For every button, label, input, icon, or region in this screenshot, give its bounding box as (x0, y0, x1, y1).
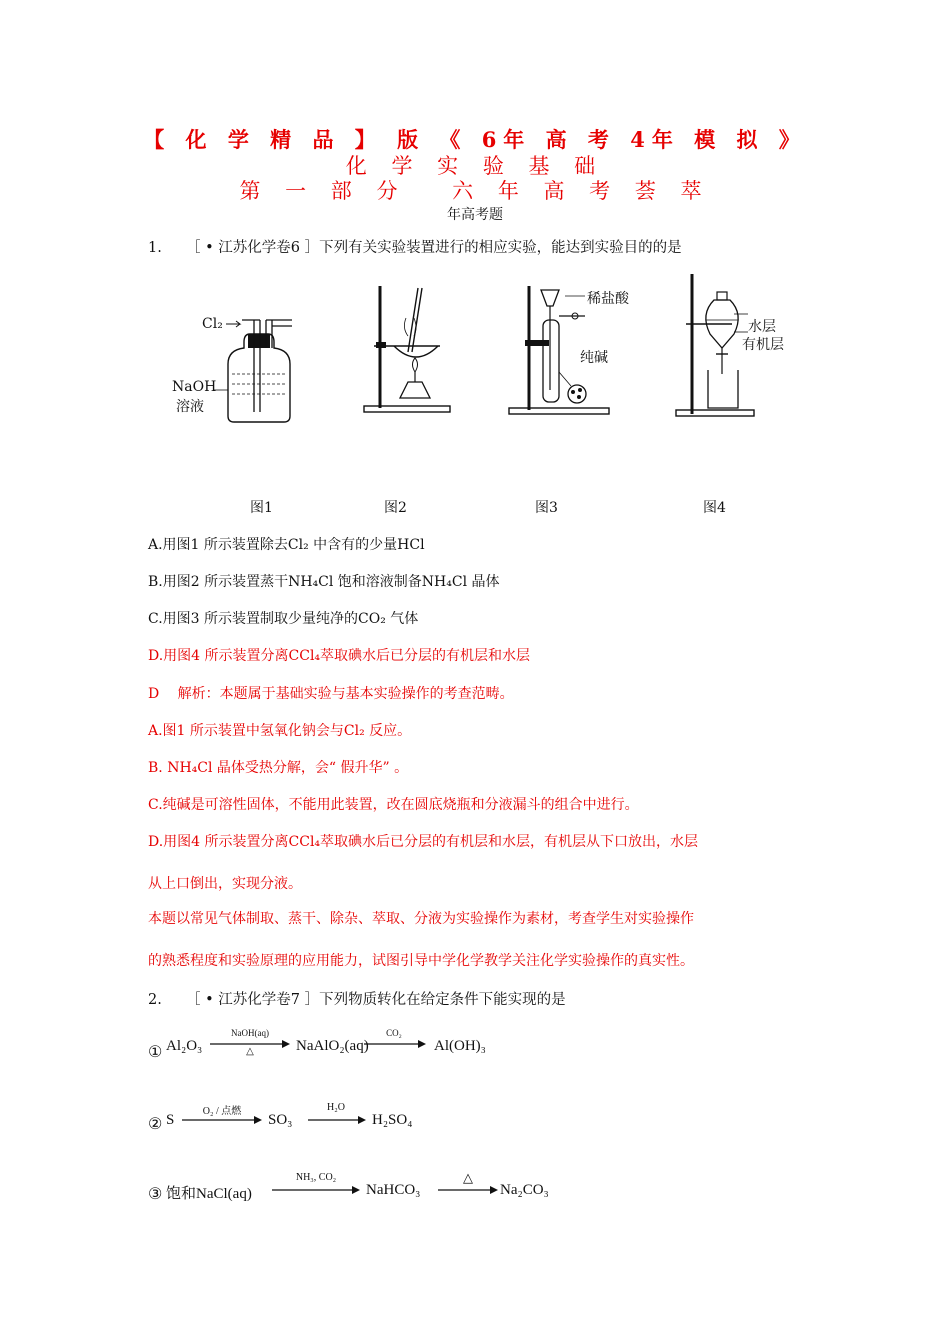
answer-line-2: A.图1 所示装置中氢氧化钠会与Cl₂ 反应。 (148, 723, 412, 739)
reaction-marker: ① (148, 1044, 163, 1061)
reaction-3 (148, 1172, 568, 1212)
product: Na₂CO₃ (500, 1182, 549, 1198)
question-text: ［ • 江苏化学卷6 ］下列有关实验装置进行的相应实验，能达到实验目的的是 (186, 240, 682, 256)
answer-line-7: 本题以常见气体制取、蒸干、除杂、萃取、分液为实验操作为素材，考查学生对实验操作 (148, 911, 694, 927)
answer-line-1: D 解析：本题属于基础实验与基本实验操作的考查范畴。 (148, 686, 514, 702)
question-2-stem (148, 988, 566, 1009)
reaction-arrow (308, 1116, 366, 1124)
condition-bottom: △ (246, 1046, 254, 1057)
fig1-label-cl2: Cl₂ (202, 316, 223, 332)
fig1-label-solution: 溶液 (176, 399, 204, 415)
answer-line-6: 从上口倒出，实现分液。 (148, 876, 302, 892)
reaction-arrow (364, 1040, 426, 1048)
product: H₂SO₄ (372, 1112, 413, 1128)
intermediate: NaHCO₃ (366, 1182, 421, 1198)
condition-top: H₂O (327, 1102, 345, 1113)
fig3-label-hcl: 稀盐酸 (587, 291, 629, 307)
question-text: ［ • 江苏化学卷7 ］下列物质转化在给定条件下能实现的是 (186, 992, 566, 1008)
option-d: D.用图4 所示装置分离CCl₄萃取碘水后已分层的有机层和水层 (148, 648, 531, 664)
option-a: A.用图1 所示装置除去Cl₂ 中含有的少量HCl (148, 537, 425, 553)
condition-top: △ (463, 1170, 473, 1185)
answer-line-4: C.纯碱是可溶性固体，不能用此装置，改在圆底烧瓶和分液漏斗的组合中进行。 (148, 797, 639, 813)
reactant: 饱和NaCl(aq) (166, 1186, 252, 1202)
figure-2-evaporation (360, 278, 460, 418)
option-c: C.用图3 所示装置制取少量纯净的CO₂ 气体 (148, 611, 419, 627)
figure-3-caption: 图3 (535, 500, 558, 516)
reaction-2 (148, 1102, 548, 1142)
fig4-label-water: 水层 (748, 319, 776, 335)
fig4-label-organic: 有机层 (742, 337, 784, 353)
condition-top: NaOH(aq) (231, 1028, 269, 1038)
fig3-label-soda: 纯碱 (580, 350, 608, 366)
reaction-arrow (438, 1186, 498, 1194)
product: Al(OH)₃ (434, 1038, 486, 1054)
reaction-marker: ③ (148, 1186, 163, 1203)
reaction-marker: ② (148, 1116, 163, 1133)
figure-1-caption: 图1 (250, 500, 273, 516)
question-number: 2. (148, 992, 162, 1008)
doc-subtitle-2: 第 一 部 分 六 年 高 考 荟 萃 (239, 179, 711, 203)
condition-top: O₂ / 点燃 (202, 1106, 242, 1117)
condition-top: CO₂ (386, 1028, 402, 1038)
reactant: Al₂O₃ (166, 1038, 203, 1054)
doc-subtitle-1: 化 学 实 验 基 础 (345, 154, 605, 178)
reaction-1 (148, 1030, 548, 1070)
answer-line-5: D.用图4 所示装置分离CCl₄萃取碘水后已分层的有机层和水层，有机层从下口放出，水层 (148, 834, 699, 850)
reaction-arrow (182, 1116, 262, 1124)
intermediate: NaAlO₂(aq) (296, 1038, 369, 1054)
fig1-label-naoh: NaOH (172, 379, 217, 395)
question-1-stem (148, 236, 682, 257)
doc-title: 【 化 学 精 品 】 版 《 6年 高 考 4年 模 拟 》 (143, 127, 807, 152)
reaction-arrow (272, 1186, 360, 1194)
reactant: S (166, 1112, 175, 1128)
figure-4-caption: 图4 (703, 500, 726, 516)
section-heading: 年高考题 (447, 207, 503, 223)
answer-line-8: 的熟悉程度和实验原理的应用能力，试图引导中学化学教学关注化学实验操作的真实性。 (148, 953, 694, 969)
option-b: B.用图2 所示装置蒸干NH₄Cl 饱和溶液制备NH₄Cl 晶体 (148, 574, 500, 590)
intermediate: SO₃ (268, 1112, 293, 1128)
condition-top: NH₃, CO₂ (295, 1172, 337, 1183)
figure-2-caption: 图2 (384, 500, 407, 516)
answer-line-3: B. NH₄Cl 晶体受热分解，会“ 假升华” 。 (148, 760, 409, 776)
question-number: 1. (148, 240, 162, 256)
